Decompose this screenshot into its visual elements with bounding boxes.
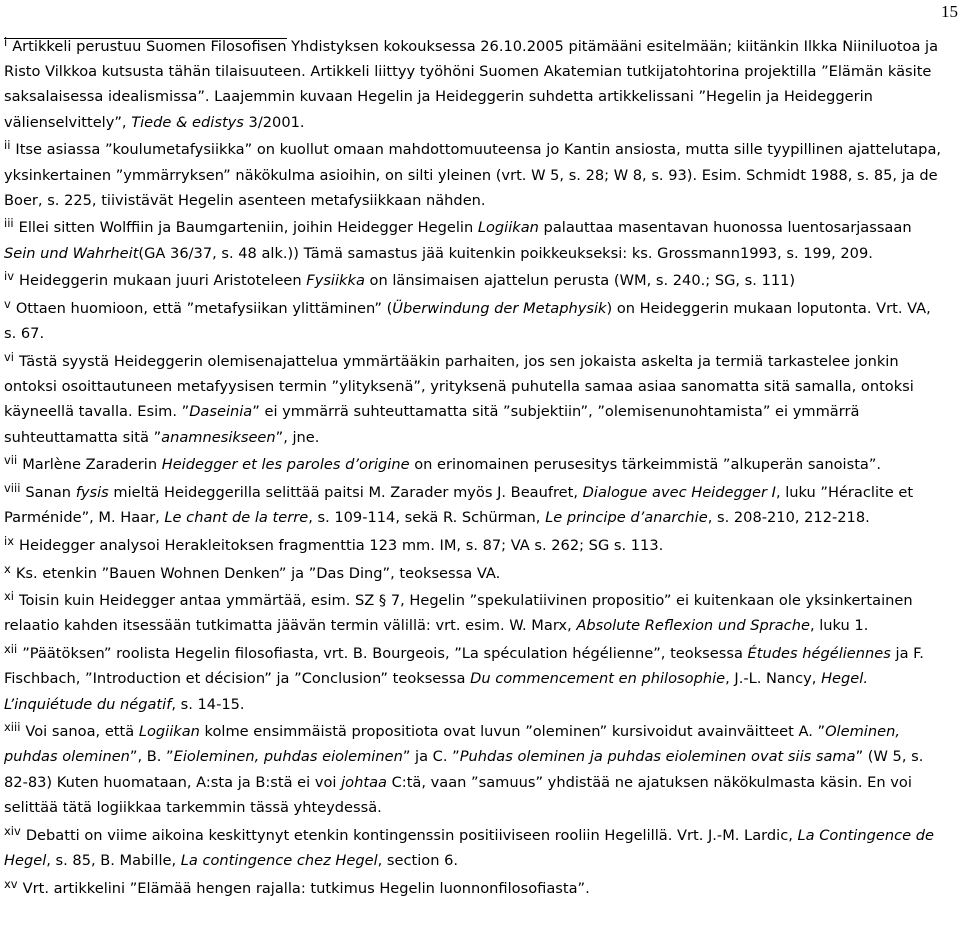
- footnote: [4, 641, 946, 717]
- footnote-marker: x: [4, 561, 11, 576]
- footnote-text: , s. 85, B. Mabille,: [46, 851, 181, 869]
- footnote-italic-text: Daseinia: [189, 403, 253, 421]
- footnote-text: ”, B. ”: [129, 748, 174, 766]
- footnote-text: Sanan: [25, 483, 76, 501]
- footnote-text: ) on Heideggerin mukaan loputonta. Vrt. VA, s. 67.: [4, 300, 931, 343]
- footnote: [4, 719, 946, 820]
- footnote-text: Tästä syystä Heideggerin olemisenajattelua ymmärtääkin parhaiten, jos sen jokaista askelta ja termiä tarkastelee jonkin ontoksi osoittautuneen metafyysisen termin ”ylityksenä”, yrityksenä puhutella samaa asiaa sanomatta sitä samalla, ontoksi käyneellä tavalla. Esim. ”: [4, 352, 914, 421]
- footnote-italic-text: anamnesikseen: [161, 428, 276, 446]
- footnote-text: , luku ”Héraclite et Parménide”, M. Haar,: [4, 483, 914, 527]
- footnote-italic-text: Heidegger et les paroles d’origine: [161, 456, 410, 474]
- footnote-italic-text: Überwindung der Metaphysik: [392, 300, 607, 318]
- footnote-italic-text: Hegel. L’inquiétude du négatif: [4, 670, 868, 713]
- footnote-italic-text: Le chant de la terre: [164, 509, 309, 527]
- footnote-italic-text: Tiede & edistys: [131, 113, 244, 131]
- footnote-text: , s. 208-210, 212-218.: [707, 509, 870, 527]
- footnote-marker: iv: [4, 269, 15, 284]
- footnote-text: ”, jne.: [275, 428, 320, 446]
- footnote-italic-text: La Contingence de Hegel: [4, 826, 934, 869]
- footnote-italic-text: Logiikan: [477, 219, 539, 237]
- footnote-text: ” (W 5, s. 82-83) Kuten huomataan, A:sta ja B:stä ei voi: [4, 748, 924, 791]
- footnote-text: Toisin kuin Heidegger antaa ymmärtää, esim. SZ § 7, Hegelin ”spekulatiivinen propositio” ei kuitenkaan ole yksinkertainen relaatio kahden itsessään tutkimatta jäävän termin välillä: vrt. esim. W. Marx,: [4, 592, 913, 635]
- footnote: [4, 588, 946, 638]
- footnote-italic-text: fysis: [75, 483, 109, 501]
- footnote: [4, 823, 946, 873]
- footnote-italic-text: Le principe d’anarchie: [545, 509, 708, 527]
- footnote-text: , s. 14-15.: [171, 695, 245, 713]
- footnote-italic-text: Puhdas oleminen ja puhdas eioleminen ovat siis sama: [459, 748, 856, 766]
- footnote-text: Heideggerin mukaan juuri Aristoteleen: [19, 272, 307, 290]
- footnote: [4, 137, 946, 213]
- footnote-text: kolme ensimmäistä propositiota ovat luvun ”oleminen” kursivoidut avainväitteet A. ”: [199, 723, 826, 741]
- footnote-marker: ix: [4, 533, 15, 548]
- footnote-text: on erinomainen perusesitys tärkeimmistä ”alkuperän sanoista”.: [409, 456, 882, 474]
- footnote: [4, 296, 946, 346]
- footnote-italic-text: Eioleminen, puhdas eioleminen: [173, 748, 403, 766]
- footnote-italic-text: Logiikan: [138, 723, 200, 741]
- footnote-text: on länsimaisen ajattelun perusta (WM, s. 240.; SG, s. 111): [364, 272, 796, 290]
- footnote: [4, 349, 946, 450]
- footnote: [4, 533, 946, 558]
- footnote-marker: iii: [4, 216, 14, 231]
- footnote: [4, 561, 946, 586]
- footnote-marker: i: [4, 35, 8, 49]
- footnote-text: C:tä, vaan ”samuus” yhdistää ne ajatuksen näkökulmasta käsin. En voi selittää tätä logiikkaa tarkemmin tässä yhteydessä.: [4, 773, 912, 816]
- footnote-marker: xiv: [4, 823, 21, 838]
- footnote-marker: xv: [4, 876, 18, 891]
- footnote-italic-text: Oleminen, puhdas oleminen: [4, 723, 900, 766]
- footnote-text: ”Päätöksen” roolista Hegelin filosofiasta, vrt. B. Bourgeois, ”La spéculation hégélienne”, teoksessa: [22, 645, 748, 663]
- footnote-marker: xii: [4, 642, 18, 657]
- footnote-text: 3/2001.: [243, 113, 305, 131]
- footnote-text: ” ei ymmärrä suhteuttamatta sitä ”subjektiin”, ”olemisenunohtamista” ei ymmärrä suhteuttamatta sitä ”: [4, 403, 860, 446]
- footnote-marker: vii: [4, 453, 18, 468]
- footnote: [4, 268, 946, 293]
- footnote-text: , section 6.: [377, 851, 459, 869]
- footnote-marker: vi: [4, 349, 15, 364]
- footnote-text: Ottaen huomioon, että ”metafysiikan ylittäminen” (: [15, 300, 393, 318]
- footnote-marker: ii: [4, 138, 11, 153]
- footnote-text: , luku 1.: [809, 617, 869, 635]
- footnote-italic-text: Fysiikka: [306, 272, 365, 290]
- footnote: [4, 876, 946, 901]
- footnote-marker: xi: [4, 589, 15, 604]
- footnote-italic-text: La contingence chez Hegel: [180, 851, 378, 869]
- footnote-text: , J.-L. Nancy,: [725, 670, 822, 688]
- footnote: [4, 452, 946, 477]
- footnote: [4, 480, 946, 530]
- footnote-text: Ellei sitten Wolffiin ja Baumgarteniin, joihin Heidegger Hegelin: [18, 219, 478, 237]
- footnote-italic-text: Du commencement en philosophie: [470, 670, 726, 688]
- footnote-text: Ks. etenkin ”Bauen Wohnen Denken” ja ”Das Ding”, teoksessa VA.: [15, 564, 501, 582]
- footnote-text: palauttaa masentavan huonossa luentosarjassaan: [538, 219, 912, 237]
- footnote-text: Debatti on viime aikoina keskittynyt etenkin kontingenssin positiiviseen rooliin Hegelillä. Vrt. J.-M. Lardic,: [25, 826, 798, 844]
- footnote-italic-text: Absolute Reflexion und Sprache: [576, 617, 810, 635]
- page-number: 15: [941, 2, 958, 21]
- footnote-italic-text: Dialogue avec Heidegger I: [582, 483, 776, 501]
- footnote-italic-text: johtaa: [341, 773, 387, 791]
- footnote-marker: viii: [4, 480, 21, 495]
- footnote-text: Vrt. artikkelini ”Elämää hengen rajalla: tutkimus Hegelin luonnonfilosofiasta”.: [22, 879, 590, 897]
- footnote-text: Itse asiassa ”koulumetafysiikka” on kuollut omaan mahdottomuuteensa jo Kantin ansiosta, mutta sille tyypillinen ajattelutapa, yksinkertainen ”ymmärryksen” näkökulma asioihin, on silti yleinen (vrt. W 5, s. 28; W 8, s. 93). Esim. Schmidt 1988, s. 85, ja de Boer, s. 225, tiivistävät Hegelin asenteen metafysiikkaan nähden.: [4, 141, 942, 209]
- footnote-marker: xiii: [4, 720, 21, 735]
- footnote-text: , s. 109-114, sekä R. Schürman,: [308, 509, 546, 527]
- footnote-italic-text: Sein und Wahrheit: [4, 244, 139, 262]
- footnote-text: ja F. Fischbach, ”Introduction et décision” ja ”Conclusion” teoksessa: [4, 645, 924, 688]
- footnote-text: (GA 36/37, s. 48 alk.)) Tämä samastus jää kuitenkin poikkeukseksi: ks. Grossmann1993, s. 199, 209.: [138, 244, 873, 262]
- footnote-italic-text: Études hégéliennes: [747, 645, 891, 663]
- footnote: [4, 215, 946, 265]
- footnote-text: mieltä Heideggerilla selittää paitsi M. Zarader myös J. Beaufret,: [108, 483, 583, 501]
- footnote-text: Artikkeli perustuu Suomen Filosofisen Yhdistyksen kokouksessa 26.10.2005 pitämääni esitelmään; kiitänkin Ilkka Niiniluotoa ja Risto Vilkkoa kutsusta tähän tilaisuuteen. Artikkeli liittyy työhöni Suomen Akatemian tutkijatohtorina projektilla ”Elämän käsite saksalaisessa idealismissa”. Laajemmin kuvaan Hegelin ja Heideggerin suhdetta artikkelissani ”Hegelin ja Heideggerin välienselvittely”,: [4, 38, 939, 131]
- footnote-text: Marlène Zaraderin: [22, 456, 162, 474]
- footnote-text: Heidegger analysoi Herakleitoksen fragmenttia 123 mm. IM, s. 87; VA s. 262; SG s. 113.: [19, 536, 664, 554]
- footnote-text: ” ja C. ”: [402, 748, 460, 766]
- footnote: [4, 34, 946, 135]
- footnote-marker: v: [4, 297, 11, 312]
- footnote-text: Voi sanoa, että: [25, 723, 139, 741]
- footnotes-list: [4, 34, 946, 903]
